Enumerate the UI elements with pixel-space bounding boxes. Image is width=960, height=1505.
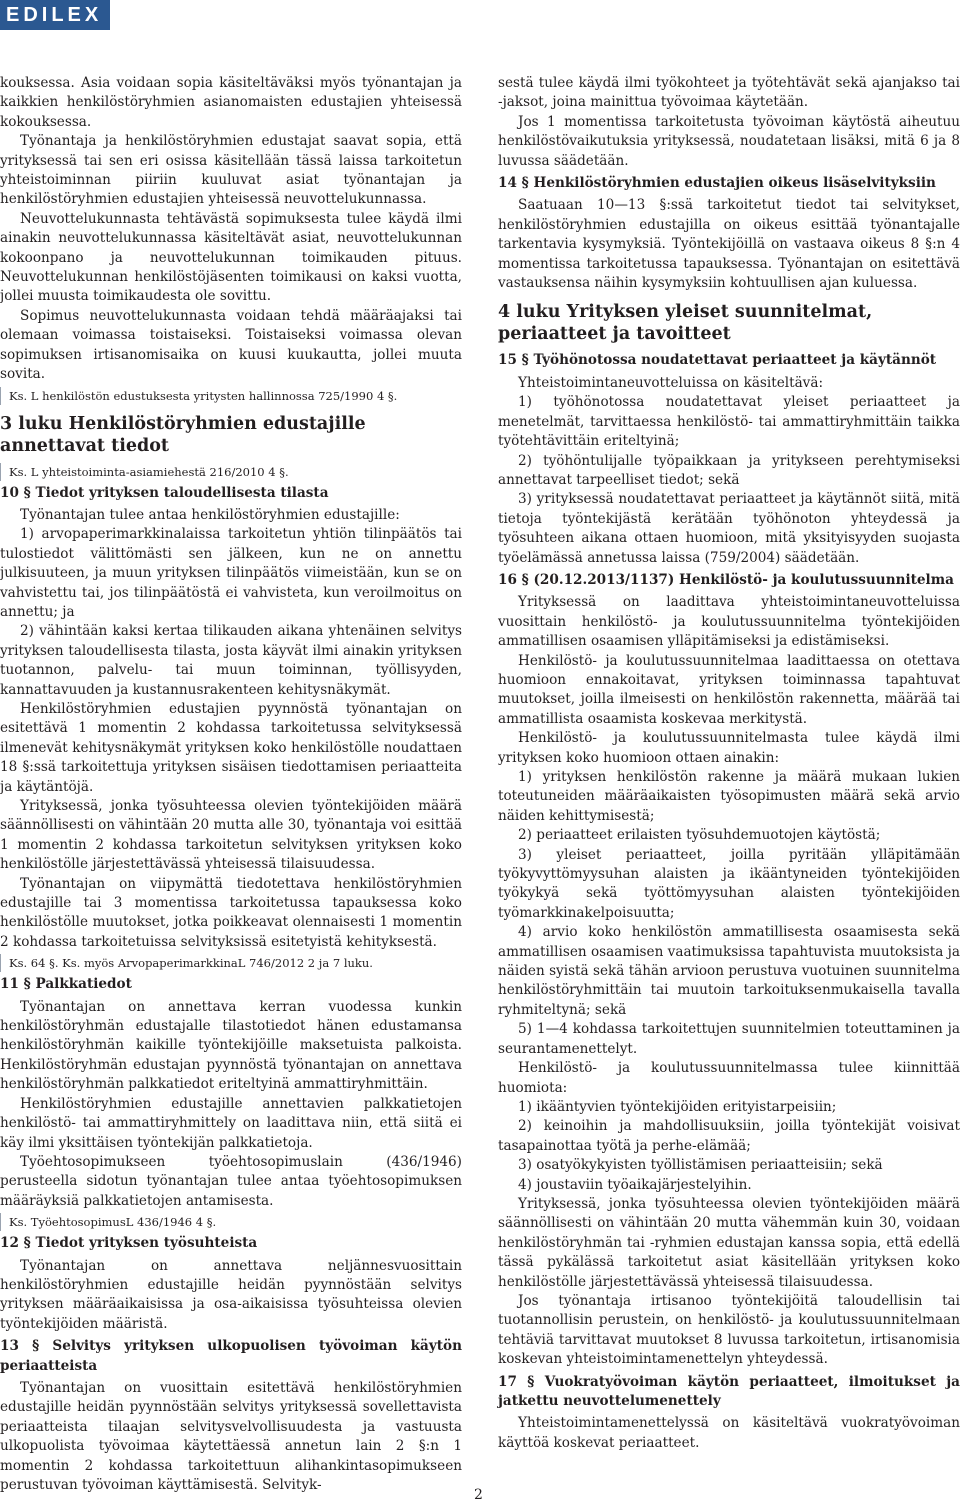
section-heading: 16 § (20.12.2013/1137) Henkilöstö- ja koulutussuunnitelma [498,571,954,588]
paragraph: Yhteistoimintamenettelyssä on käsiteltävä vuokratyövoiman käyttöä koskevat periaatteet. [498,1415,960,1451]
paragraph: Henkilöstö- ja koulutussuunnitelmasta tulee käydä ilmi yrityksen koko huomioon ottaen ainakin: [498,730,960,766]
chapter-heading: 3 luku Henkilöstöryhmien edustajille annettavat tiedot [0,413,366,456]
paragraph: Jos työnantaja irtisanoo työntekijöitä taloudellisin tai tuotannollisin perustein, on henkilöstö- ja koulutussuunnitelmaan tehtäviä tarvittavat muutokset 8 luvussa tarkoitetun, irtisanomisia koskevan yhteistoimintamenettelyn yhteydessä. [498,1292,960,1368]
section-heading: 17 § Vuokratyövoiman käytön periaatteet, ilmoitukset ja jatkettu neuvottelumenettely [498,1373,960,1409]
paragraph: 2) vähintään kaksi kertaa tilikauden aikana yhtenäinen selvitys yrityksen taloudellisesta tilasta, josta käyvät ilmi ainakin yrityksen tuotannon, palvelu- tai muun toiminnan, työllisyyden, kannattavuuden ja kustannusrakenteen kehitysnäkymät. [0,623,462,698]
right-column [498,74,960,1453]
paragraph: 1) työhönotossa noudatettavat yleiset periaatteet ja menetelmät, tarvittaessa henkilöstö- tai ammattiryhmittäin taikka työtehtävittäin eriteltyinä; [498,394,960,450]
paragraph: Yrityksessä, jonka työsuhteessa olevien työntekijöiden määrä säännöllisesti on vähintään 20 mutta vähemmän kuin 30, voidaan henkilöstöryhmän tai -ryhmien edustajan kanssa sopia, että edellä tässä pykälässä tarkoitetut asiat käsitellään yrityksen koko henkilöstölle järjestettävässä yhteisessä tilaisuudessa. [498,1195,960,1290]
section-heading: 11 § Palkkatiedot [0,976,132,993]
edilex-logo: EDILEX [0,0,110,30]
paragraph: Yrityksessä on laadittava yhteistoimintaneuvotteluissa vuosittain henkilöstö- ja koulutussuunnitelma työntekijöiden ammatillisen osaamisen ylläpitämiseksi ja edistämiseksi. [498,594,960,650]
paragraph: 2) työhöntulijalle työpaikkaan ja yritykseen perehtymiseksi annettavat tarpeelliset tiedot; sekä [498,452,960,488]
paragraph: 3) osatyökykyisten työllistämisen periaatteisiin; sekä [518,1157,883,1174]
paragraph: kouksessa. Asia voidaan sopia käsiteltäväksi myös työnantajan ja kaikkien henkilöstöryhmien asianomaisten edustajien yhteisessä kokouksessa. [0,75,462,130]
paragraph: 2) keinoihin ja mahdollisuuksiin, joilla työntekijät voisivat tasapainottaa työtä ja perhe-elämää; [498,1118,960,1154]
section-heading: 14 § Henkilöstöryhmien edustajien oikeus lisäselvityksiin [498,175,936,192]
paragraph: 1) arvopaperimarkkinalaissa tarkoitetun yhtiön tilinpäätös tai tulostiedot välittömästi sen jälkeen, kun ne on annettu julkisuuteen, ja muun yrityksen tilinpäätös viimeistään, kun se on vahvistettu tai, jos tilinpäätöstä ei vahvisteta, kun veroilmoitus on annettu; ja [0,526,462,620]
paragraph: Työnantajan tulee antaa henkilöstöryhmien edustajille: [20,506,400,523]
paragraph: 2) periaatteet erilaisten työsuhdemuotojen käytöstä; [518,827,881,844]
paragraph: 4) arvio koko henkilöstön ammatillisesta osaamisesta sekä ammatillisen osaamisen vaatimuksissa tapahtuvista muutoksista ja näiden syistä sekä tähän arvioon perustuva vuotuinen suunnitelma henkilöstöryhmittäin tai muutoin tarkoituksenmukaisella tavalla ryhmiteltynä; sekä [498,924,960,1018]
section-heading: 12 § Tiedot yrityksen työsuhteista [0,1235,258,1252]
paragraph: Työnantajan on viipymättä tiedotettava henkilöstöryhmien edustajille tai 3 momentissa tarkoitetussa tapauksessa koko henkilöstölle muutokset, jotka poikkeavat olennaisesti 1 momentin 2 kohdassa tarkoitetuissa selvityksissä esitetyistä kehityksestä. [0,875,462,950]
paragraph: Työnantajan on annettava kerran vuodessa kunkin henkilöstöryhmän edustajalle tilastotiedot hänen edustamansa henkilöstöryhmän kaikille työntekijöille maksetuista palkoista. Henkilöstöryhmän edustajan pyynnöstä työnantajan on annettava henkilöstöryhmän palkkatiedot eriteltyinä ammattiryhmittäin. [0,998,462,1093]
paragraph: 3) yleiset periaatteet, joilla pyritään ylläpitämään työkyvyttömyysuhan alaisten ja ikääntyneiden työntekijöiden työkykyä sekä työttömyysuhan alaisten työntekijöiden työmarkkinakelpoisuutta; [498,846,960,921]
paragraph: Henkilöstöryhmien edustajille annettavien palkkatietojen henkilöstö- tai ammattiryhmittely on laadittava niin, että siitä ei käy ilmi yksittäisen työntekijän palkkatietoja. [0,1095,462,1151]
paragraph: sestä tulee käydä ilmi työkohteet ja työtehtävät sekä ajanjakso tai -jaksot, joina mainittua työvoimaa käytetään. [498,75,960,111]
paragraph: Neuvottelukunnasta tehtävästä sopimuksesta tulee käydä ilmi ainakin neuvottelukunnassa käsiteltävät asiat, neuvottelukunnan kokoonpano ja neuvottelukunnan toimikauden pituus. Neuvottelukunnan henkilöstöjäsenten toimikausi on kaksi vuotta, jollei muusta toimikaudesta ole sovittu. [0,210,462,305]
section-heading: 15 § Työhönotossa noudatettavat periaatteet ja käytännöt [498,352,937,369]
paragraph: 3) yrityksessä noudatettavat periaatteet ja käytännöt siitä, mitä tietoja työntekijästä kerätään työhönoton yhteydessä ja työsuhteen aikana ottaen huomioon, mitä yksityisyyden suojasta työelämässä annetussa laissa (759/2004) säädetään. [498,491,960,566]
legal-reference: Ks. L yhteistoiminta-asiamiehestä 216/2010 4 §. [0,463,462,481]
paragraph: Yhteistoimintaneuvotteluissa on käsiteltävä: [518,374,824,391]
paragraph: Sopimus neuvottelukunnasta voidaan tehdä määräajaksi tai olemaan voimassa toistaiseksi. Toistaiseksi voimassa olevan sopimuksen irtisanomisaika on kuusi kuukautta, jollei muuta sovita. [0,307,462,383]
paragraph: 1) ikääntyvien työntekijöiden erityistarpeisiin; [518,1098,837,1115]
legal-reference: Ks. L henkilöstön edustuksesta yritysten hallinnossa 725/1990 4 §. [0,387,462,405]
paragraph: Henkilöstö- ja koulutussuunnitelmassa tulee kiinnittää huomiota: [498,1060,960,1096]
paragraph: Työehtosopimukseen työehtosopimuslain (436/1946) perusteella sidotun työnantajan tulee antaa työehtosopimuksen määräyksiä palkkatietojen antamisesta. [0,1153,462,1209]
paragraph: Työnantaja ja henkilöstöryhmien edustajat saavat sopia, että yrityksessä tai sen eri osissa käsitellään tässä laissa tarkoitetun yhteistoiminnan piiriin kuuluvat asiat työnantajan ja henkilöstöryhmien edustajien yhteisessä neuvottelukunnassa. [0,133,462,208]
paragraph: 5) 1—4 kohdassa tarkoitettujen suunnitelmien toteuttaminen ja seurantamenettelyt. [498,1021,960,1057]
paragraph: Saatuaan 10—13 §:ssä tarkoitetut tiedot tai selvitykset, henkilöstöryhmien edustajilla on oikeus esittää työnantajalle tarkentavia kysymyksiä. Työntekijöillä on vastaava oikeus 8 §:n 4 momentissa tarkoitetussa tapauksessa. Työnantajan on esitettävä vastauksensa näihin kysymyksiin kohtuullisen ajan kuluessa. [498,197,960,292]
legal-reference: Ks. 64 §. Ks. myös ArvopaperimarkkinaL 746/2012 2 ja 7 luku. [0,954,462,972]
paragraph: Henkilöstöryhmien edustajien pyynnöstä työnantajan on esitettävä 1 momentin 2 kohdassa tarkoitetussa selvityksessä ilmenevät kehitysnäkymät yrityksen koko henkilöstölle noudattaen 18 §:ssä tarkoitettuja yrityksen sisäisen tiedottamisen periaatteita ja käytäntöjä. [0,700,462,795]
legal-reference: Ks. TyöehtosopimusL 436/1946 4 §. [0,1213,462,1231]
paragraph: Työnantajan on vuosittain esitettävä henkilöstöryhmien edustajille heidän pyynnöstään selvitys yrityksessä sovellettavista periaatteista tilaajan selvitysvelvollisuudesta ja vastuusta ulkopuolista työvoimaa käytettäessä annetun lain 2 §:n 1 momentin 2 kohdassa tarkoitettuun alihankintasopimukseen perustuvan työvoiman käyttämisestä. Selvityk- [0,1379,462,1493]
paragraph: Jos 1 momentissa tarkoitetusta työvoiman käytöstä aiheutuu henkilöstövaikutuksia yrityksessä, noudatetaan lisäksi, mitä 6 ja 8 luvussa säädetään. [498,113,960,169]
paragraph: Työnantajan on annettava neljännesvuosittain henkilöstöryhmien edustajille heidän pyynnöstään selvitys yrityksen määräaikaisissa ja osa-aikaisissa työsuhteissa olevien työntekijöiden määristä. [0,1257,462,1332]
section-heading: 10 § Tiedot yrityksen taloudellisesta tilasta [0,484,329,501]
page-number: 2 [474,1487,483,1503]
paragraph: Henkilöstö- ja koulutussuunnitelmaa laadittaessa on otettava huomioon ennakoitavat, yrityksen toiminnassa tapahtuvat muutokset, joilla ilmeisesti on henkilöstön rakennetta, määrää tai ammatillista osaamista koskevaa merkitystä. [498,652,960,727]
paragraph: Yrityksessä, jonka työsuhteessa olevien työntekijöiden määrä säännöllisesti on vähintään 20 mutta alle 30, työnantaja voi esittää 1 momentin 2 kohdassa tarkoitetun selvityksen yrityksen koko henkilöstölle järjestettävässä yhteisessä tilaisuudessa. [0,798,462,873]
paragraph: 1) yrityksen henkilöstön rakenne ja määrä mukaan lukien toteutuneiden määräaikaisten työsopimusten määrä sekä arvio näiden kehittymisestä; [498,769,960,824]
chapter-heading: 4 luku Yrityksen yleiset suunnitelmat, periaatteet ja tavoitteet [498,302,873,345]
left-column [0,74,462,1495]
paragraph: 4) joustaviin työaikajärjestelyihin. [518,1176,752,1193]
section-heading: 13 § Selvitys yrityksen ulkopuolisen työvoiman käytön periaatteista [0,1338,462,1374]
